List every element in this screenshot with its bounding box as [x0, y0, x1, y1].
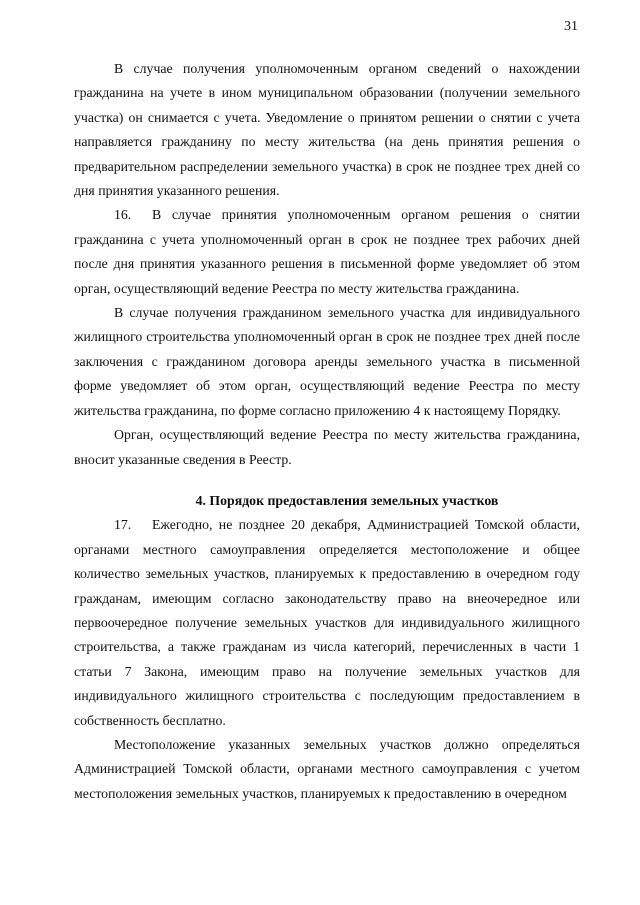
paragraph-number-17: 17. [114, 517, 132, 533]
paragraph-removal-notice: В случае получения уполномоченным органом сведений о нахождении гражданина на учете в ином муниципальном образовании (получении земельного участка) он снимается с учета. Уведомление о принятом решении о снятии с учета направляется гражданину по месту жительства (на день принятия решения о предварительном распределении земельного участка) в срок не позднее трех дней со дня принятия указанного решения. [74, 61, 580, 199]
paragraph-16 [74, 203, 580, 301]
section-heading: 4. Порядок предоставления земельных участков [195, 492, 499, 508]
page-number: 31 [564, 19, 578, 34]
paragraph-land-notice: В случае получения гражданином земельного участка для индивидуального жилищного строительства уполномоченный орган в срок не позднее трех дней после заключения с гражданином договора аренды земельного участка в письменной форме уведомляет об этом орган, осуществляющий ведение Реестра по месту жительства гражданина, по форме согласно приложению 4 к настоящему Порядку. [74, 305, 580, 418]
paragraph-17 [74, 513, 580, 733]
paragraph-17-text: Ежегодно, не позднее 20 декабря, Администрацией Томской области, органами местного самоуправления определяется местоположение и общее количество земельных участков, планируемых к предоставлению в очередном году гражданам, имеющим согласно законодательству право на внеочередное или первоочередное получение земельных участков для индивидуального жилищного строительства, а также гражданам из числа категорий, перечисленных в части 1 статьи 7 Закона, имеющим право на получение земельных участков для индивидуального жилищного строительства с последующим предоставлением в собственность бесплатно. [74, 517, 580, 728]
paragraph-registry-entry: Орган, осуществляющий ведение Реестра по месту жительства гражданина, вносит указанные сведения в Реестр. [74, 427, 580, 467]
document-body [74, 57, 580, 806]
paragraph-16-text: В случае принятия уполномоченным органом решения о снятии гражданина с учета уполномоченный орган в срок не позднее трех рабочих дней после дня принятия указанного решения в письменной форме уведомляет об этом орган, осуществляющий ведение Реестра по месту жительства гражданина. [74, 207, 580, 296]
paragraph-location: Местоположение указанных земельных участков должно определяться Администрацией Томской области, органами местного самоуправления с учетом местоположения земельных участков, планируемых к предоставлению в очередном [74, 736, 580, 801]
paragraph-number-16: 16. [114, 207, 132, 223]
